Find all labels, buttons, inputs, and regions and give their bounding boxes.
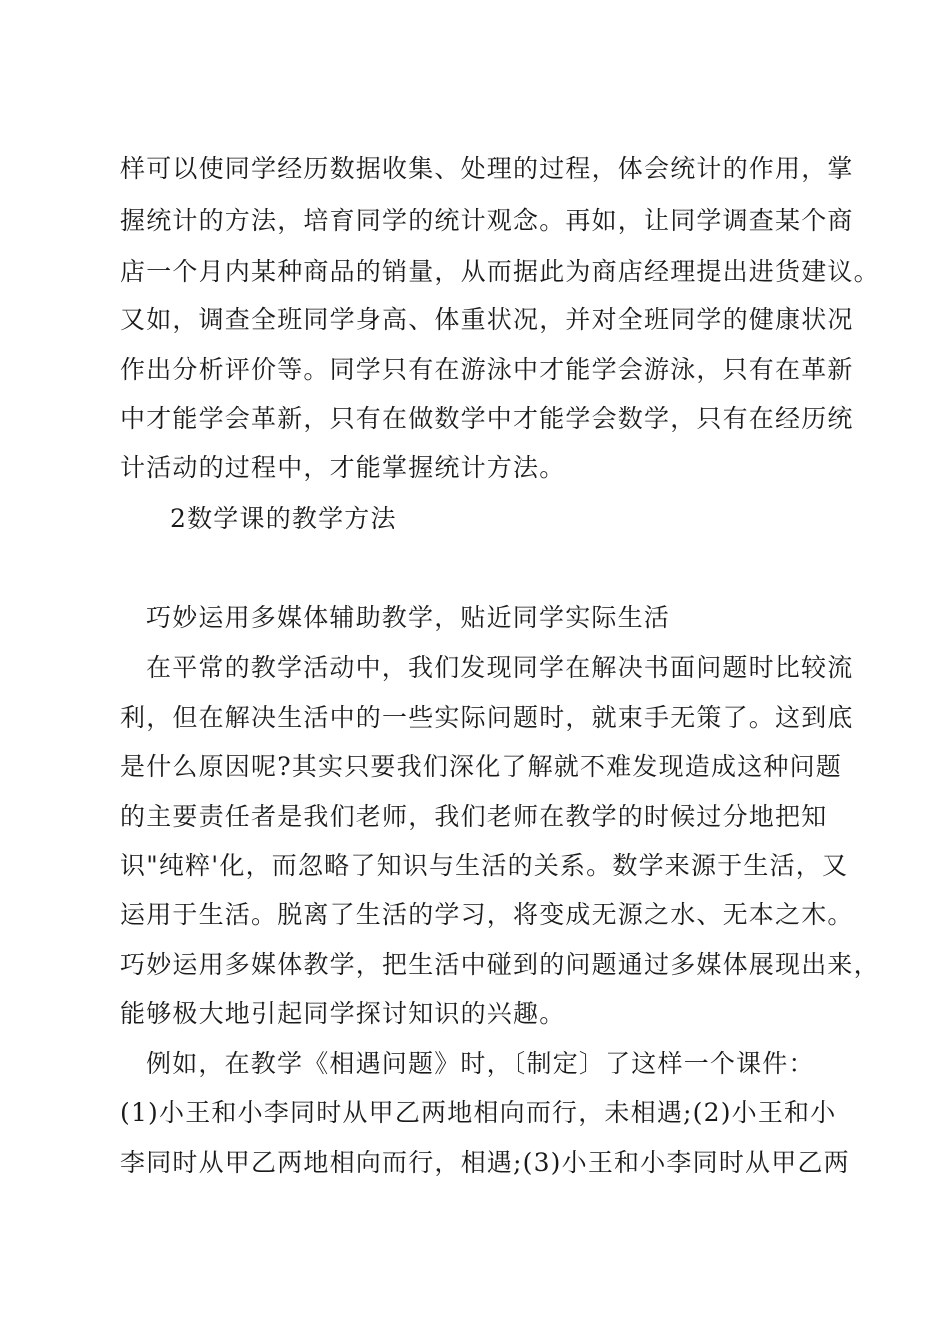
paragraph-line: 又如，调查全班同学身高、体重状况，并对全班同学的健康状况 — [120, 305, 854, 334]
sub-heading: 巧妙运用多媒体辅助教学，贴近同学实际生活 — [146, 603, 671, 632]
paragraph-line: 计活动的过程中，才能掌握统计方法。 — [120, 453, 566, 482]
paragraph-line: 是什么原因呢?其实只要我们深化了解就不难发现造成这种问题 — [120, 752, 843, 781]
section-heading: 2数学课的教学方法 — [170, 504, 397, 533]
paragraph-line: 能够极大地引起同学探讨知识的兴趣。 — [120, 999, 566, 1028]
paragraph-line: 在平常的教学活动中，我们发现同学在解决书面问题时比较流 — [146, 653, 854, 682]
paragraph-line: 握统计的方法，培育同学的统计观念。再如，让同学调查某个商 — [120, 206, 854, 235]
paragraph-line: 中才能学会革新，只有在做数学中才能学会数学，只有在经历统 — [120, 404, 854, 433]
paragraph-line: 李同时从甲乙两地相向而行，相遇;(3)小王和小李同时从甲乙两 — [120, 1148, 850, 1177]
paragraph-line: 例如，在教学《相遇问题》时，〔制定〕了这样一个课件： — [146, 1049, 815, 1078]
paragraph-line: 识"纯粹'化，而忽略了知识与生活的关系。数学来源于生活，又 — [120, 851, 849, 880]
paragraph-line: 店一个月内某种商品的销量，从而据此为商店经理提出进货建议。 — [120, 257, 880, 286]
paragraph-line: (1)小王和小李同时从甲乙两地相向而行，未相遇;(2)小王和小 — [120, 1098, 837, 1127]
paragraph-line: 巧妙运用多媒体教学，把生活中碰到的问题通过多媒体展现出来， — [120, 950, 880, 979]
paragraph-line: 的主要责任者是我们老师，我们老师在教学的时候过分地把知 — [120, 802, 828, 831]
paragraph-line: 利，但在解决生活中的一些实际问题时，就束手无策了。这到底 — [120, 703, 854, 732]
paragraph-line: 运用于生活。脱离了生活的学习，将变成无源之水、无本之木。 — [120, 900, 854, 929]
paragraph-line: 样可以使同学经历数据收集、处理的过程，体会统计的作用，掌 — [120, 154, 854, 183]
paragraph-line: 作出分析评价等。同学只有在游泳中才能学会游泳，只有在革新 — [120, 355, 854, 384]
